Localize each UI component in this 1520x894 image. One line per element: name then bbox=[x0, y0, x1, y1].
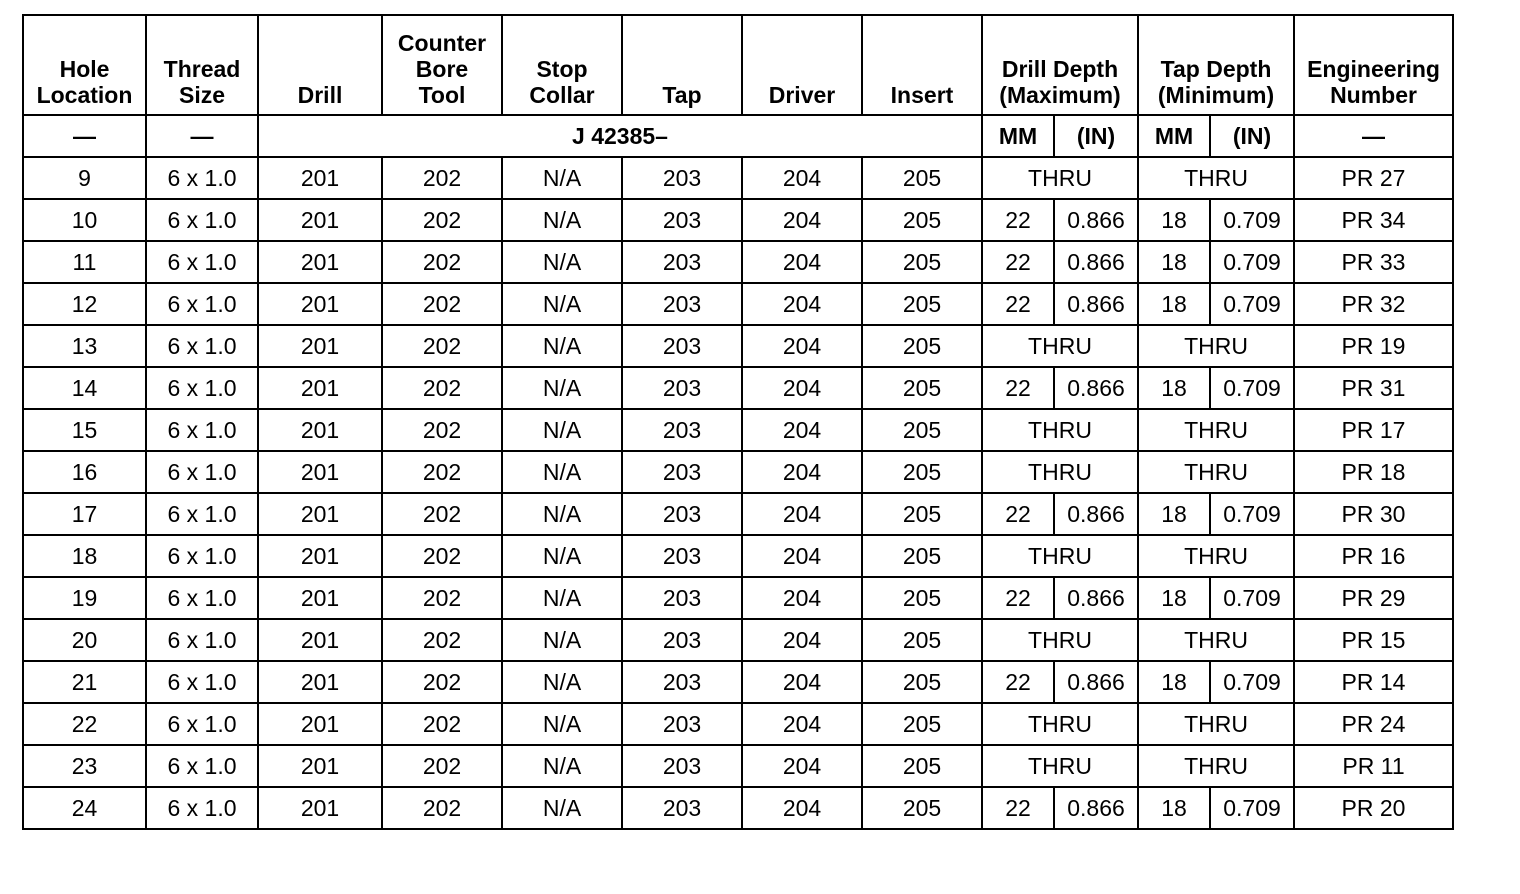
cell-stop-collar: N/A bbox=[502, 661, 622, 703]
table-row bbox=[23, 199, 1453, 241]
cell-engineering-number: PR 27 bbox=[1294, 157, 1453, 199]
cell-tap-depth-mm: 18 bbox=[1138, 661, 1210, 703]
header-line: Drill Depth bbox=[1001, 56, 1119, 82]
cell-tap-depth-thru: THRU bbox=[1138, 451, 1294, 493]
cell-tap: 203 bbox=[622, 283, 742, 325]
subheader-engineering-number: — bbox=[1294, 115, 1453, 157]
cell-driver: 204 bbox=[742, 409, 862, 451]
cell-counter-bore-tool: 202 bbox=[382, 325, 502, 367]
cell-counter-bore-tool: 202 bbox=[382, 157, 502, 199]
header-line: Tap Depth bbox=[1160, 56, 1272, 82]
cell-engineering-number: PR 16 bbox=[1294, 535, 1453, 577]
cell-engineering-number: PR 11 bbox=[1294, 745, 1453, 787]
header-row bbox=[23, 15, 1453, 115]
cell-drill: 201 bbox=[258, 409, 382, 451]
cell-hole-location: 15 bbox=[23, 409, 146, 451]
cell-drill-depth-mm: 22 bbox=[982, 199, 1054, 241]
cell-engineering-number: PR 32 bbox=[1294, 283, 1453, 325]
cell-driver: 204 bbox=[742, 787, 862, 829]
cell-driver: 204 bbox=[742, 619, 862, 661]
cell-thread-size: 6 x 1.0 bbox=[146, 451, 258, 493]
cell-drill-depth-thru: THRU bbox=[982, 451, 1138, 493]
cell-tap-depth-in: 0.709 bbox=[1210, 241, 1294, 283]
cell-tap: 203 bbox=[622, 703, 742, 745]
cell-driver: 204 bbox=[742, 283, 862, 325]
header-line: Location bbox=[36, 82, 133, 108]
cell-thread-size: 6 x 1.0 bbox=[146, 619, 258, 661]
cell-tap-depth-mm: 18 bbox=[1138, 367, 1210, 409]
cell-insert: 205 bbox=[862, 241, 982, 283]
cell-drill-depth-in: 0.866 bbox=[1054, 787, 1138, 829]
cell-insert: 205 bbox=[862, 745, 982, 787]
cell-drill: 201 bbox=[258, 787, 382, 829]
cell-drill-depth-mm: 22 bbox=[982, 241, 1054, 283]
cell-driver: 204 bbox=[742, 199, 862, 241]
cell-drill: 201 bbox=[258, 451, 382, 493]
table-row bbox=[23, 619, 1453, 661]
cell-hole-location: 9 bbox=[23, 157, 146, 199]
cell-thread-size: 6 x 1.0 bbox=[146, 367, 258, 409]
cell-insert: 205 bbox=[862, 661, 982, 703]
cell-drill: 201 bbox=[258, 325, 382, 367]
cell-stop-collar: N/A bbox=[502, 619, 622, 661]
cell-drill-depth-thru: THRU bbox=[982, 157, 1138, 199]
cell-thread-size: 6 x 1.0 bbox=[146, 745, 258, 787]
tool-spec-table bbox=[22, 14, 1454, 830]
cell-stop-collar: N/A bbox=[502, 283, 622, 325]
cell-tap-depth-in: 0.709 bbox=[1210, 367, 1294, 409]
cell-drill: 201 bbox=[258, 283, 382, 325]
cell-thread-size: 6 x 1.0 bbox=[146, 283, 258, 325]
cell-thread-size: 6 x 1.0 bbox=[146, 409, 258, 451]
header-tap bbox=[622, 15, 742, 115]
cell-stop-collar: N/A bbox=[502, 325, 622, 367]
table-row bbox=[23, 367, 1453, 409]
cell-drill: 201 bbox=[258, 703, 382, 745]
cell-insert: 205 bbox=[862, 787, 982, 829]
cell-insert: 205 bbox=[862, 325, 982, 367]
header-line: Bore bbox=[415, 56, 469, 82]
cell-drill-depth-in: 0.866 bbox=[1054, 199, 1138, 241]
cell-drill-depth-in: 0.866 bbox=[1054, 661, 1138, 703]
cell-engineering-number: PR 20 bbox=[1294, 787, 1453, 829]
table-row bbox=[23, 661, 1453, 703]
cell-tap: 203 bbox=[622, 661, 742, 703]
cell-hole-location: 12 bbox=[23, 283, 146, 325]
cell-drill-depth-thru: THRU bbox=[982, 703, 1138, 745]
cell-drill-depth-thru: THRU bbox=[982, 745, 1138, 787]
cell-counter-bore-tool: 202 bbox=[382, 535, 502, 577]
header-line: Engineering bbox=[1307, 56, 1440, 82]
cell-thread-size: 6 x 1.0 bbox=[146, 577, 258, 619]
cell-tap: 203 bbox=[622, 199, 742, 241]
cell-tap-depth-mm: 18 bbox=[1138, 199, 1210, 241]
cell-drill: 201 bbox=[258, 157, 382, 199]
table-row bbox=[23, 409, 1453, 451]
cell-stop-collar: N/A bbox=[502, 451, 622, 493]
subheader-hole-location: — bbox=[23, 115, 146, 157]
subheader-thread-size: — bbox=[146, 115, 258, 157]
cell-counter-bore-tool: 202 bbox=[382, 619, 502, 661]
cell-tap-depth-thru: THRU bbox=[1138, 619, 1294, 661]
cell-hole-location: 17 bbox=[23, 493, 146, 535]
cell-drill: 201 bbox=[258, 493, 382, 535]
cell-hole-location: 24 bbox=[23, 787, 146, 829]
cell-tap-depth-mm: 18 bbox=[1138, 283, 1210, 325]
table-row bbox=[23, 283, 1453, 325]
header-thread-size bbox=[146, 15, 258, 115]
cell-tap: 203 bbox=[622, 577, 742, 619]
cell-hole-location: 11 bbox=[23, 241, 146, 283]
cell-tap: 203 bbox=[622, 409, 742, 451]
cell-stop-collar: N/A bbox=[502, 745, 622, 787]
header-line: Counter bbox=[397, 30, 487, 56]
cell-drill: 201 bbox=[258, 619, 382, 661]
header-line: Size bbox=[178, 82, 226, 108]
cell-drill-depth-in: 0.866 bbox=[1054, 493, 1138, 535]
cell-thread-size: 6 x 1.0 bbox=[146, 325, 258, 367]
cell-stop-collar: N/A bbox=[502, 157, 622, 199]
cell-tap-depth-mm: 18 bbox=[1138, 493, 1210, 535]
cell-tap-depth-in: 0.709 bbox=[1210, 577, 1294, 619]
table-row bbox=[23, 157, 1453, 199]
cell-thread-size: 6 x 1.0 bbox=[146, 157, 258, 199]
header-insert bbox=[862, 15, 982, 115]
tool-spec-sheet bbox=[22, 14, 1452, 830]
cell-thread-size: 6 x 1.0 bbox=[146, 199, 258, 241]
cell-counter-bore-tool: 202 bbox=[382, 745, 502, 787]
subheader-row bbox=[23, 115, 1453, 157]
cell-tap: 203 bbox=[622, 241, 742, 283]
cell-engineering-number: PR 29 bbox=[1294, 577, 1453, 619]
cell-engineering-number: PR 17 bbox=[1294, 409, 1453, 451]
cell-drill-depth-in: 0.866 bbox=[1054, 367, 1138, 409]
header-engineering-number bbox=[1294, 15, 1453, 115]
cell-counter-bore-tool: 202 bbox=[382, 367, 502, 409]
cell-tap-depth-in: 0.709 bbox=[1210, 199, 1294, 241]
cell-insert: 205 bbox=[862, 367, 982, 409]
cell-driver: 204 bbox=[742, 703, 862, 745]
cell-hole-location: 14 bbox=[23, 367, 146, 409]
subheader-drill-mm: MM bbox=[982, 115, 1054, 157]
cell-drill-depth-in: 0.866 bbox=[1054, 241, 1138, 283]
cell-counter-bore-tool: 202 bbox=[382, 787, 502, 829]
cell-tap-depth-thru: THRU bbox=[1138, 157, 1294, 199]
cell-stop-collar: N/A bbox=[502, 787, 622, 829]
cell-engineering-number: PR 14 bbox=[1294, 661, 1453, 703]
cell-driver: 204 bbox=[742, 577, 862, 619]
cell-tap-depth-thru: THRU bbox=[1138, 409, 1294, 451]
table-body bbox=[23, 157, 1453, 829]
cell-tap-depth-thru: THRU bbox=[1138, 703, 1294, 745]
cell-thread-size: 6 x 1.0 bbox=[146, 241, 258, 283]
cell-driver: 204 bbox=[742, 661, 862, 703]
cell-tap: 203 bbox=[622, 745, 742, 787]
cell-drill-depth-mm: 22 bbox=[982, 283, 1054, 325]
cell-insert: 205 bbox=[862, 451, 982, 493]
cell-stop-collar: N/A bbox=[502, 409, 622, 451]
cell-stop-collar: N/A bbox=[502, 577, 622, 619]
subheader-drill-in: (IN) bbox=[1054, 115, 1138, 157]
header-line: (Minimum) bbox=[1157, 82, 1275, 108]
cell-tap: 203 bbox=[622, 325, 742, 367]
cell-driver: 204 bbox=[742, 451, 862, 493]
cell-stop-collar: N/A bbox=[502, 367, 622, 409]
table-row bbox=[23, 703, 1453, 745]
cell-thread-size: 6 x 1.0 bbox=[146, 535, 258, 577]
cell-counter-bore-tool: 202 bbox=[382, 703, 502, 745]
cell-counter-bore-tool: 202 bbox=[382, 199, 502, 241]
cell-drill-depth-thru: THRU bbox=[982, 535, 1138, 577]
cell-hole-location: 10 bbox=[23, 199, 146, 241]
cell-stop-collar: N/A bbox=[502, 199, 622, 241]
cell-tap-depth-thru: THRU bbox=[1138, 535, 1294, 577]
header-drill-depth bbox=[982, 15, 1138, 115]
cell-driver: 204 bbox=[742, 493, 862, 535]
cell-stop-collar: N/A bbox=[502, 535, 622, 577]
cell-hole-location: 23 bbox=[23, 745, 146, 787]
cell-stop-collar: N/A bbox=[502, 493, 622, 535]
cell-tap: 203 bbox=[622, 535, 742, 577]
cell-tap: 203 bbox=[622, 619, 742, 661]
cell-engineering-number: PR 30 bbox=[1294, 493, 1453, 535]
header-line: Stop bbox=[536, 56, 588, 82]
cell-insert: 205 bbox=[862, 619, 982, 661]
cell-tap: 203 bbox=[622, 787, 742, 829]
cell-tap-depth-in: 0.709 bbox=[1210, 787, 1294, 829]
cell-tap: 203 bbox=[622, 493, 742, 535]
cell-driver: 204 bbox=[742, 157, 862, 199]
cell-tap-depth-mm: 18 bbox=[1138, 577, 1210, 619]
cell-thread-size: 6 x 1.0 bbox=[146, 703, 258, 745]
table-row bbox=[23, 745, 1453, 787]
cell-tap-depth-in: 0.709 bbox=[1210, 661, 1294, 703]
cell-driver: 204 bbox=[742, 241, 862, 283]
header-line: Collar bbox=[529, 82, 595, 108]
subheader-tap-mm: MM bbox=[1138, 115, 1210, 157]
cell-tap-depth-mm: 18 bbox=[1138, 787, 1210, 829]
cell-tap: 203 bbox=[622, 157, 742, 199]
cell-insert: 205 bbox=[862, 703, 982, 745]
cell-tap-depth-in: 0.709 bbox=[1210, 493, 1294, 535]
cell-tap-depth-thru: THRU bbox=[1138, 745, 1294, 787]
cell-insert: 205 bbox=[862, 577, 982, 619]
cell-engineering-number: PR 31 bbox=[1294, 367, 1453, 409]
cell-engineering-number: PR 18 bbox=[1294, 451, 1453, 493]
cell-counter-bore-tool: 202 bbox=[382, 283, 502, 325]
header-hole-location bbox=[23, 15, 146, 115]
cell-drill: 201 bbox=[258, 199, 382, 241]
cell-tap-depth-mm: 18 bbox=[1138, 241, 1210, 283]
cell-drill-depth-mm: 22 bbox=[982, 577, 1054, 619]
header-line: Tap bbox=[662, 82, 702, 108]
cell-counter-bore-tool: 202 bbox=[382, 409, 502, 451]
subheader-tap-in: (IN) bbox=[1210, 115, 1294, 157]
cell-thread-size: 6 x 1.0 bbox=[146, 493, 258, 535]
cell-counter-bore-tool: 202 bbox=[382, 241, 502, 283]
cell-hole-location: 16 bbox=[23, 451, 146, 493]
cell-hole-location: 13 bbox=[23, 325, 146, 367]
cell-drill-depth-mm: 22 bbox=[982, 661, 1054, 703]
cell-counter-bore-tool: 202 bbox=[382, 451, 502, 493]
cell-tap-depth-in: 0.709 bbox=[1210, 283, 1294, 325]
table-row bbox=[23, 535, 1453, 577]
header-line: (Maximum) bbox=[999, 82, 1121, 108]
cell-insert: 205 bbox=[862, 535, 982, 577]
cell-thread-size: 6 x 1.0 bbox=[146, 787, 258, 829]
cell-counter-bore-tool: 202 bbox=[382, 493, 502, 535]
cell-drill-depth-thru: THRU bbox=[982, 325, 1138, 367]
header-driver bbox=[742, 15, 862, 115]
cell-drill-depth-thru: THRU bbox=[982, 409, 1138, 451]
table-row bbox=[23, 325, 1453, 367]
table-row bbox=[23, 241, 1453, 283]
cell-hole-location: 22 bbox=[23, 703, 146, 745]
cell-insert: 205 bbox=[862, 199, 982, 241]
cell-counter-bore-tool: 202 bbox=[382, 661, 502, 703]
cell-drill: 201 bbox=[258, 745, 382, 787]
header-drill bbox=[258, 15, 382, 115]
header-stop-collar bbox=[502, 15, 622, 115]
table-row bbox=[23, 577, 1453, 619]
cell-hole-location: 18 bbox=[23, 535, 146, 577]
cell-driver: 204 bbox=[742, 745, 862, 787]
cell-stop-collar: N/A bbox=[502, 703, 622, 745]
cell-hole-location: 19 bbox=[23, 577, 146, 619]
cell-insert: 205 bbox=[862, 283, 982, 325]
cell-insert: 205 bbox=[862, 493, 982, 535]
cell-hole-location: 21 bbox=[23, 661, 146, 703]
table-row bbox=[23, 493, 1453, 535]
cell-driver: 204 bbox=[742, 535, 862, 577]
header-line: Insert bbox=[890, 82, 954, 108]
cell-tap-depth-thru: THRU bbox=[1138, 325, 1294, 367]
cell-engineering-number: PR 24 bbox=[1294, 703, 1453, 745]
cell-thread-size: 6 x 1.0 bbox=[146, 661, 258, 703]
subheader-tool-prefix: J 42385– bbox=[258, 115, 982, 157]
cell-drill-depth-mm: 22 bbox=[982, 787, 1054, 829]
cell-insert: 205 bbox=[862, 409, 982, 451]
cell-driver: 204 bbox=[742, 367, 862, 409]
cell-drill: 201 bbox=[258, 577, 382, 619]
header-line: Thread bbox=[163, 56, 241, 82]
header-line: Driver bbox=[768, 82, 836, 108]
cell-drill: 201 bbox=[258, 241, 382, 283]
header-tap-depth bbox=[1138, 15, 1294, 115]
cell-drill-depth-in: 0.866 bbox=[1054, 577, 1138, 619]
cell-driver: 204 bbox=[742, 325, 862, 367]
header-counter-bore-tool bbox=[382, 15, 502, 115]
cell-drill-depth-mm: 22 bbox=[982, 367, 1054, 409]
cell-drill: 201 bbox=[258, 367, 382, 409]
cell-counter-bore-tool: 202 bbox=[382, 577, 502, 619]
cell-drill-depth-in: 0.866 bbox=[1054, 283, 1138, 325]
table-row bbox=[23, 451, 1453, 493]
cell-engineering-number: PR 15 bbox=[1294, 619, 1453, 661]
cell-drill: 201 bbox=[258, 661, 382, 703]
cell-stop-collar: N/A bbox=[502, 241, 622, 283]
header-line: Number bbox=[1330, 82, 1417, 108]
cell-engineering-number: PR 19 bbox=[1294, 325, 1453, 367]
cell-insert: 205 bbox=[862, 157, 982, 199]
header-line: Hole bbox=[59, 56, 110, 82]
table-row bbox=[23, 787, 1453, 829]
cell-drill: 201 bbox=[258, 535, 382, 577]
cell-drill-depth-thru: THRU bbox=[982, 619, 1138, 661]
cell-drill-depth-mm: 22 bbox=[982, 493, 1054, 535]
cell-hole-location: 20 bbox=[23, 619, 146, 661]
cell-tap: 203 bbox=[622, 451, 742, 493]
cell-engineering-number: PR 33 bbox=[1294, 241, 1453, 283]
cell-tap: 203 bbox=[622, 367, 742, 409]
cell-engineering-number: PR 34 bbox=[1294, 199, 1453, 241]
header-line: Drill bbox=[297, 82, 343, 108]
header-line: Tool bbox=[418, 82, 466, 108]
